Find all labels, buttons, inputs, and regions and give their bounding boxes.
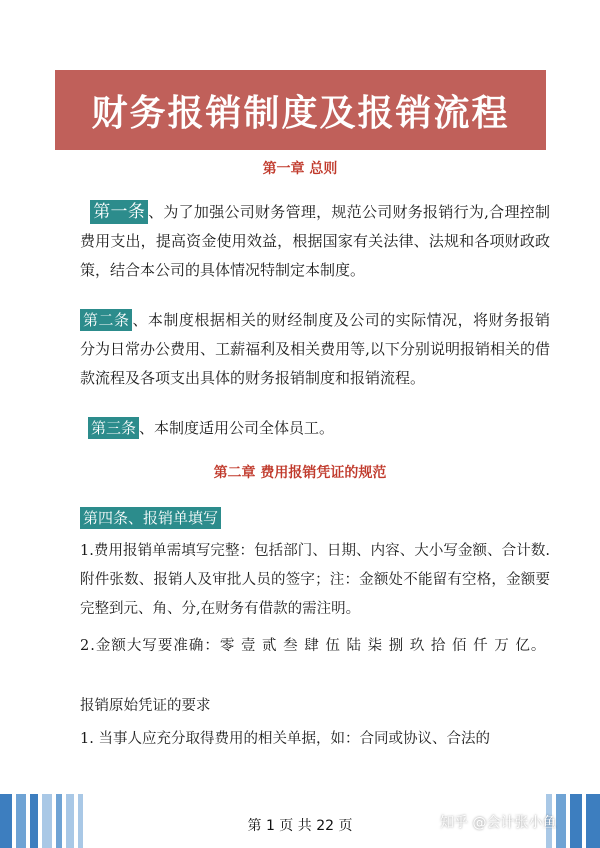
- article-4: [80, 504, 550, 533]
- watermark: 知乎 @会计张小鱼: [440, 815, 557, 831]
- item-3: 1. 当事人应充分取得费用的相关单据，如：合同或协议、合法的: [80, 731, 490, 747]
- article-2: [80, 306, 550, 393]
- sub-heading: 报销原始凭证的要求: [80, 698, 211, 714]
- article-3-text: 、本制度适用公司全体员工。: [139, 419, 335, 437]
- title-banner: [55, 70, 546, 150]
- chapter-1-heading: 第一章 总则: [262, 161, 338, 177]
- article-1-text: 、为了加强公司财务管理，规范公司财务报销行为,合理控制费用支出，提高资金使用效益，根据国家有关法律、法规和各项财政政策，结合本公司的具体情况特制定本制度。: [80, 203, 551, 279]
- page-number: 第 1 页 共 22 页: [247, 818, 353, 834]
- article-3: [80, 414, 550, 443]
- item-1: 1.费用报销单需填写完整：包括部门、日期、内容、大小写金额、合计数.附件张数、报销人及审批人员的签字；注：金额处不能留有空格，金额要完整到元、角、分,在财务有借款的需注明。: [80, 543, 550, 617]
- article-4-tag: 第四条、报销单填写: [80, 507, 221, 529]
- article-2-tag: 第二条: [80, 309, 132, 331]
- article-3-tag: 第三条: [88, 417, 139, 439]
- page-title: 财务报销制度及报销流程: [91, 92, 510, 134]
- article-2-text: 、本制度根据相关的财经制度及公司的实际情况，将财务报销分为日常办公费用、工薪福利及相关费用等,以下分别说明报销相关的借款流程及各项支出具体的财务报销制度和报销流程。: [80, 311, 550, 387]
- chapter-2-heading: 第二章 费用报销凭证的规范: [213, 465, 387, 481]
- article-1-tag: 第一条: [90, 200, 148, 224]
- article-1: [80, 198, 550, 285]
- item-2: 2.金额大写要准确：零 壹 贰 叁 肆 伍 陆 柒 捌 玖 拾 佰 仟 万 亿。: [80, 638, 547, 654]
